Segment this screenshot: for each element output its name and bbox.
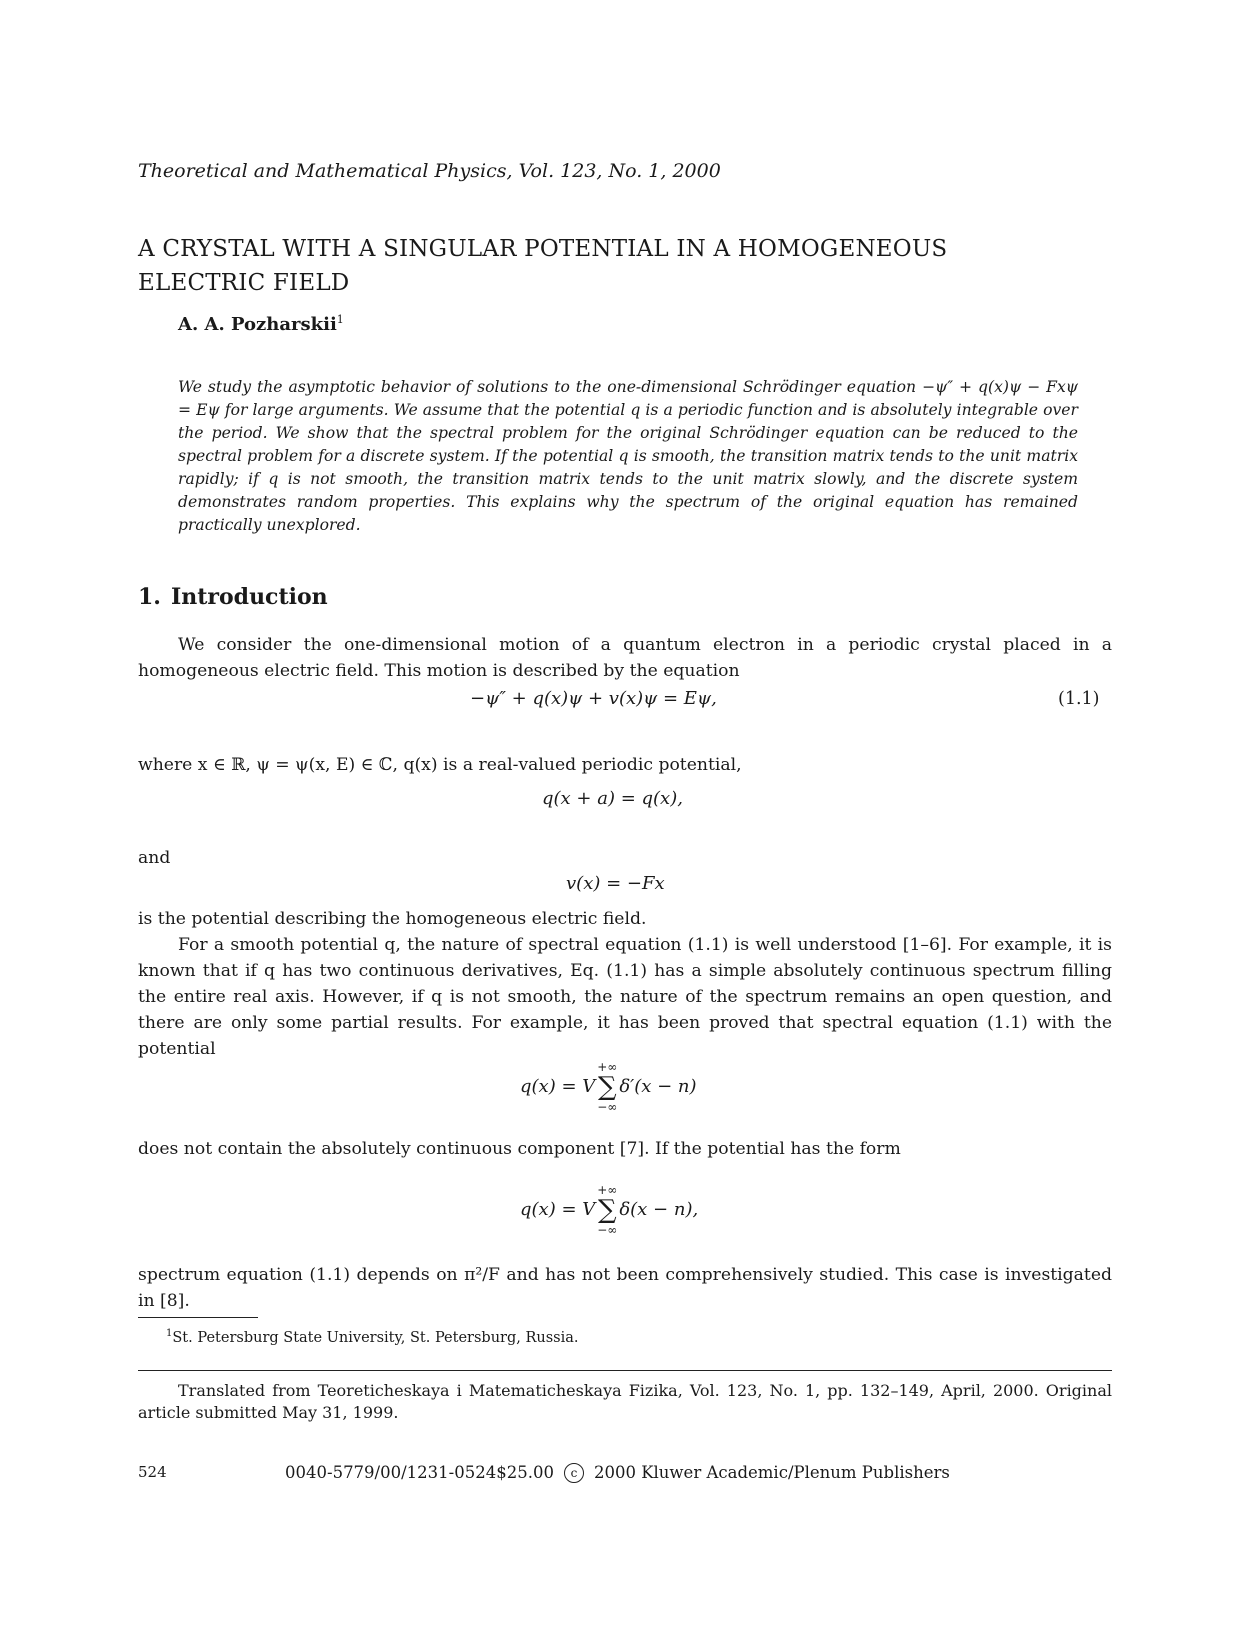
title-line-1: A CRYSTAL WITH A SINGULAR POTENTIAL IN A HOMOGENEOUS xyxy=(138,236,948,262)
title-line-2: ELECTRIC FIELD xyxy=(138,270,350,296)
equation-number: (1.1) xyxy=(1058,689,1100,709)
equation-rhs: δ′(x − n) xyxy=(619,1076,697,1097)
publisher: 2000 Kluwer Academic/Plenum Publishers xyxy=(593,1463,950,1482)
paragraph-absolutely-continuous: does not contain the absolutely continuous component [7]. If the potential has the form xyxy=(138,1139,901,1159)
section-number: 1. xyxy=(138,584,161,610)
equation-lhs: q(x) = V xyxy=(520,1199,596,1220)
page-number: 524 xyxy=(138,1463,167,1481)
author xyxy=(178,313,344,335)
equation-field-potential: v(x) = −Fx xyxy=(566,873,665,894)
section-heading xyxy=(138,584,328,610)
equation-1-1: −ψ″ + q(x)ψ + v(x)ψ = Eψ, xyxy=(470,688,717,709)
paper-title xyxy=(138,232,1098,300)
equation-periodic: q(x + a) = q(x), xyxy=(542,788,683,809)
sum-upper-limit: +∞ xyxy=(597,1183,618,1197)
equation-lhs: q(x) = V xyxy=(520,1076,596,1097)
sum-symbol xyxy=(597,1183,617,1237)
sigma-glyph: ∑ xyxy=(598,1072,617,1102)
paragraph-spectrum: spectrum equation (1.1) depends on π²/F and has not been comprehensively studied. This case is investigated in [8]. xyxy=(138,1265,1112,1311)
abstract-text: is not smooth, the transition matrix tends to the unit matrix slowly, and the discrete system demonstrates random properties. This explains why the spectrum of the original equation has remained practically unexplored. xyxy=(178,470,1078,534)
abstract-text: is smooth, the transition matrix tends to the unit matrix rapidly; if xyxy=(178,447,1078,488)
copyright-icon: c xyxy=(564,1463,584,1483)
sum-upper-limit: +∞ xyxy=(597,1060,618,1074)
abstract-math: q xyxy=(618,447,629,465)
equation-rhs: δ(x − n), xyxy=(619,1199,699,1220)
paragraph-smooth: For a smooth potential q, the nature of spectral equation (1.1) is well understood [1–6]. For example, it is known that if q has two continuous derivatives, Eq. (1.1) has a simple absolutely continuous spectrum filling the entire real axis. However, if q is not smooth, the nature of the spectrum remains an open question, and there are only some partial results. For example, it has been proved that spectral equation (1.1) with the potential xyxy=(138,935,1112,1059)
translation-rule xyxy=(138,1370,1112,1371)
abstract-math: −ψ″ + q(x)ψ − Fxψ = Eψ xyxy=(178,378,1078,419)
paragraph-is: is the potential describing the homogeneous electric field. xyxy=(138,909,647,929)
footnote-mark: 1 xyxy=(166,1328,173,1339)
journal-header: Theoretical and Mathematical Physics, Vol. 123, No. 1, 2000 xyxy=(138,160,721,182)
abstract-math: q xyxy=(630,401,641,419)
translation-note: Translated from Teoreticheskaya i Matematicheskaya Fizika, Vol. 123, No. 1, pp. 132–149, April, 2000. Original article submitted May 31, 1999. xyxy=(138,1381,1112,1422)
author-name: A. A. Pozharskii xyxy=(178,314,337,335)
sum-symbol xyxy=(597,1060,617,1114)
equation-delta xyxy=(520,1183,698,1237)
equation-delta-prime xyxy=(520,1060,697,1114)
copyright-line xyxy=(285,1463,950,1483)
sum-lower-limit: −∞ xyxy=(597,1223,618,1237)
sigma-glyph: ∑ xyxy=(598,1195,617,1225)
author-footnote-mark: 1 xyxy=(336,313,344,326)
paragraph-intro: We consider the one-dimensional motion of a quantum electron in a periodic crystal placed in a homogeneous electric field. This motion is described by the equation xyxy=(138,635,1112,681)
paragraph-where: where x ∈ ℝ, ψ = ψ(x, E) ∈ ℂ, q(x) is a real-valued periodic potential, xyxy=(138,755,742,775)
abstract-text: is a periodic function and is absolutely integrable over the period. We show that the spectral problem for the original Schrödinger equation can be reduced to the spectral problem for a discrete system. If the potential xyxy=(178,401,1078,465)
footnote-text: St. Petersburg State University, St. Petersburg, Russia. xyxy=(172,1329,579,1346)
abstract-text: We study the asymptotic behavior of solutions to the one-dimensional Schrödinger equation xyxy=(178,378,922,396)
sum-lower-limit: −∞ xyxy=(597,1100,618,1114)
article-code: 0040-5779/00/1231-0524$25.00 xyxy=(285,1463,554,1482)
footnote-rule xyxy=(138,1317,258,1318)
text-and: and xyxy=(138,848,171,868)
footnote xyxy=(166,1328,579,1346)
section-title: Introduction xyxy=(170,584,328,610)
abstract-text: for large arguments. We assume that the potential xyxy=(219,401,631,419)
abstract xyxy=(178,376,1078,537)
abstract-math: q xyxy=(268,470,279,488)
